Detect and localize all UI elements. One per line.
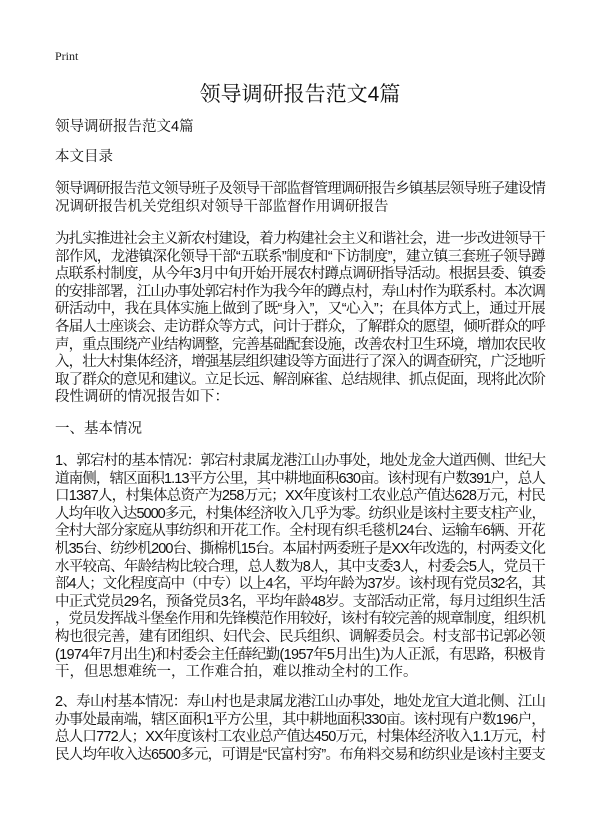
text-line: 部作风，龙港镇深化领导干部“五联系”制度和“下访制度”，建立镇三套班子领导蹲 [55,248,545,265]
text-line: 部4人；文化程度高中（中专）以上4名，平均年龄为37岁。该村现有党员32名，其 [55,576,545,593]
text-line: 道南侧，辖区面积1.13平方公里，其中耕地面积630亩。该村现有户数391户，总人 [55,470,545,487]
text-line: 办事处最南端，辖区面积1平方公里，其中耕地面积330亩。该村现有户数196户， [55,711,545,728]
text-line: 机35台、纺纱机200台、撕棉机15台。本届村两委班子是XX年改选的，村两委文化 [55,540,545,557]
text-line: 构也很完善，建有团组织、妇代会、民兵组织、调解委员会。村支部书记郭必领 [55,628,545,645]
text-line: 水平较高、年龄结构比较合理，总人数为8人，其中支委3人，村委会5人，党员干 [55,558,545,575]
text-line: 民人均年收入达6500多元，可谓是“民富村穷”。布角料交易和纺织业是该村主要支 [55,746,545,763]
subtitle [55,119,545,137]
text-line: 为扎实推进社会主义新农村建设，着力构建社会主义和谐社会，进一步改进领导干 [55,231,545,247]
text-line: 2、寿山村基本情况：寿山村也是隶属龙港江山办事处，地处龙宜大道北侧、江山 [55,694,546,710]
paragraph-shoushan-village [55,694,545,764]
text-line: 点联系村制度，从今年3月中旬开始开展农村蹲点调研指导活动。根据县委、镇委 [55,266,546,283]
text-line: 人均年收入达5000多元，村集体经济收入几乎为零。纺织业是该村主要支柱产业， [55,505,545,522]
toc-heading [55,149,545,167]
print-link[interactable]: Print [55,49,79,63]
text-line: 总人口772人；XX年度该村工农业总产值达450万元，村集体经济收入1.1万元，村 [55,729,546,746]
intro-paragraph [55,231,545,407]
text-line: 1、郭宕村的基本情况：郭宕村隶属龙港江山办事处，地处龙金大道西侧、世纪大 [55,453,546,469]
section-heading-text: 一、基本情况 [55,421,142,437]
section-heading [55,421,545,439]
toc-heading-text: 本文目录 [55,149,113,165]
text-line: 研活动中，我在具体实施上做到了既“身入”，又“心入”；在具体方式上，通过开展 [55,301,545,318]
text-line: 各届人士座谈会、走访群众等方式，问计于群众，了解群众的愿望，倾听群众的呼 [55,318,545,335]
subtitle-text: 领导调研报告范文4篇 [55,119,194,135]
paragraph-guodang-village [55,453,545,682]
text-line: ，党员发挥战斗堡垒作用和先锋模范作用较好，该村有较完善的规章制度，组织机 [55,611,545,628]
table-of-contents [55,181,545,216]
text-line: 中正式党员29名，预备党员3名，平均年龄48岁。支部活动正常，每月过组织生活 [55,593,545,610]
text-line: 入，壮大村集体经济，增强基层组织建设等方面进行了深入的调查研究，广泛地听 [55,354,545,371]
toc-entry[interactable]: 领导调研报告范文领导班子及领导干部监督管理调研报告乡镇基层领导班子建设情 [55,181,545,197]
toc-entry[interactable]: 况调研报告机关党组织对领导干部监督作用调研报告 [55,198,389,215]
text-line: 声，重点围绕产业结构调整，完善基础配套设施，改善农村卫生环境，增加农民收 [55,336,545,353]
text-line: 全村大部分家庭从事纺织和开花工作。全村现有织毛毯机24台、运输车6辆、开花 [55,523,545,540]
document-title: 领导调研报告范文4篇 [199,83,401,106]
text-line: (1974年7月出生)和村委会主任薛纪勤(1957年5月出生)为人正派，有思路，积极肯 [55,646,546,663]
text-line: 取了群众的意见和建议。立足长远、解剖麻雀、总结规律、抓点促面，现将此次阶 [55,371,545,388]
text-line: 段性调研的情况报告如下： [55,389,229,406]
text-line: 的安排部署，江山办事处郭宕村作为我今年的蹲点村，寿山村作为联系村。本次调 [55,283,545,300]
text-line: 干，但思想难统一，工作难合拍，难以推动全村的工作。 [55,664,418,681]
text-line: 口1387人，村集体总资产为258万元；XX年度该村工农业总产值达628万元，村民 [55,488,545,505]
